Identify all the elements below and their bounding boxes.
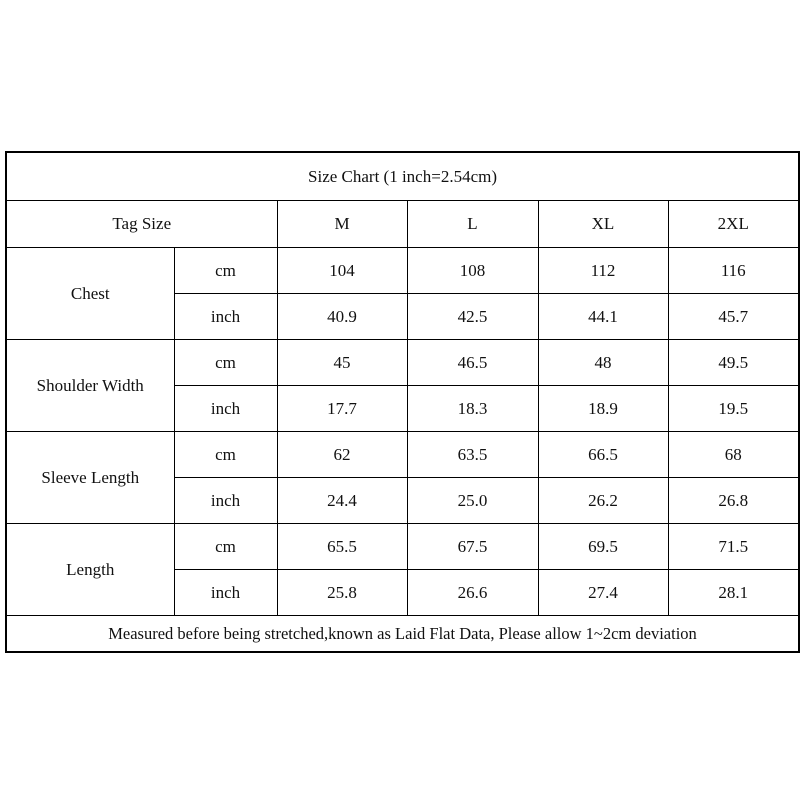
table-row [6,248,799,294]
value-cell: 49.5 [668,340,799,386]
size-header-l: L [407,201,538,248]
tag-size-label: Tag Size [6,201,277,248]
value-cell: 44.1 [538,294,668,340]
value-cell: 26.6 [407,570,538,616]
value-cell: 25.8 [277,570,407,616]
value-cell: 62 [277,432,407,478]
unit-cell: cm [174,524,277,570]
unit-cell: inch [174,386,277,432]
value-cell: 67.5 [407,524,538,570]
value-cell: 69.5 [538,524,668,570]
value-cell: 28.1 [668,570,799,616]
value-cell: 116 [668,248,799,294]
value-cell: 112 [538,248,668,294]
value-cell: 17.7 [277,386,407,432]
unit-cell: cm [174,248,277,294]
value-cell: 19.5 [668,386,799,432]
footnote-row [6,616,799,653]
value-cell: 18.9 [538,386,668,432]
value-cell: 68 [668,432,799,478]
value-cell: 18.3 [407,386,538,432]
unit-cell: inch [174,570,277,616]
value-cell: 24.4 [277,478,407,524]
value-cell: 65.5 [277,524,407,570]
measurement-name-length: Length [6,524,174,616]
size-chart-table [5,151,800,653]
chart-title: Size Chart (1 inch=2.54cm) [6,152,799,201]
measurement-name-sleeve-length: Sleeve Length [6,432,174,524]
unit-cell: inch [174,294,277,340]
title-row [6,152,799,201]
value-cell: 40.9 [277,294,407,340]
value-cell: 108 [407,248,538,294]
table-row [6,432,799,478]
value-cell: 25.0 [407,478,538,524]
value-cell: 42.5 [407,294,538,340]
unit-cell: cm [174,432,277,478]
size-header-m: M [277,201,407,248]
value-cell: 46.5 [407,340,538,386]
value-cell: 66.5 [538,432,668,478]
footnote: Measured before being stretched,known as Laid Flat Data, Please allow 1~2cm deviation [6,616,799,653]
value-cell: 45.7 [668,294,799,340]
measurement-name-chest: Chest [6,248,174,340]
size-header-2xl: 2XL [668,201,799,248]
table-row [6,524,799,570]
size-header-xl: XL [538,201,668,248]
value-cell: 27.4 [538,570,668,616]
value-cell: 45 [277,340,407,386]
value-cell: 48 [538,340,668,386]
header-row [6,201,799,248]
value-cell: 63.5 [407,432,538,478]
unit-cell: inch [174,478,277,524]
unit-cell: cm [174,340,277,386]
value-cell: 26.2 [538,478,668,524]
value-cell: 71.5 [668,524,799,570]
measurement-name-shoulder-width: Shoulder Width [6,340,174,432]
table-row [6,340,799,386]
value-cell: 104 [277,248,407,294]
value-cell: 26.8 [668,478,799,524]
